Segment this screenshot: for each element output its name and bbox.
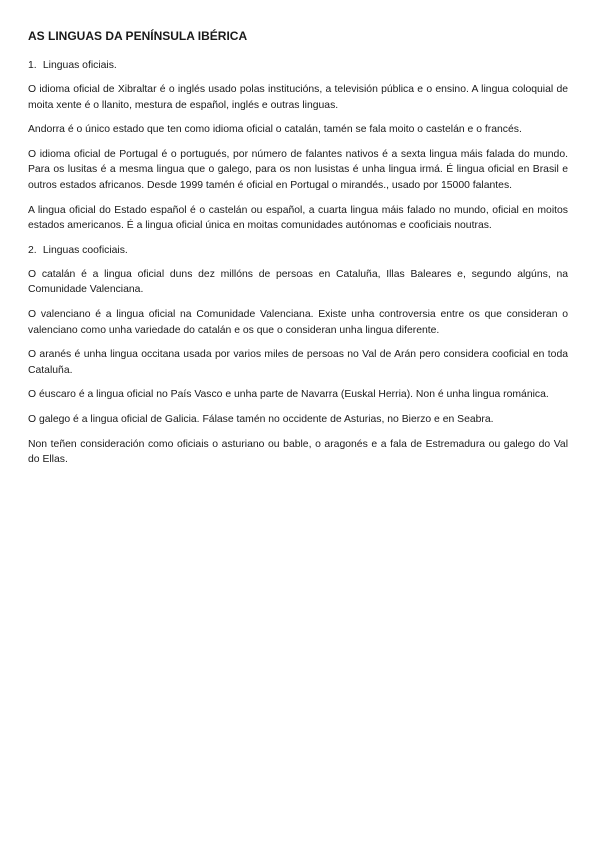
paragraph-andorra: Andorra é o único estado que ten como idioma oficial o catalán, tamén se fala moito o castelán e o francés. (28, 124, 522, 136)
paragraph-non-official: Non teñen consideración como oficiais o asturiano ou bable, o aragonés e a fala de Estremadura ou galego do Val do Ellas. (28, 438, 568, 466)
paragraph-spain: A lingua oficial do Estado español é o castelán ou español, a cuarta lingua máis falado no mundo, oficial en moitos estados americanos. É a lingua oficial única en moitas comunidades autónomas e cooficiais noutras. (28, 204, 568, 232)
section-heading (28, 243, 568, 258)
paragraph-gibraltar: O idioma oficial de Xibraltar é o inglés usado polas institucións, a televisión pública e o ensino. A lingua coloquial de moita xente é o llanito, mestura de español, inglés e outras linguas. (28, 84, 568, 111)
section-heading (28, 58, 568, 73)
section-number: 2. (28, 244, 37, 256)
paragraph-galician: O galego é a lingua oficial de Galicia. Fálase tamén no occidente de Asturias, no Bierzo e en Seabra. (28, 413, 494, 425)
section-heading-text: Linguas cooficiais. (42, 244, 128, 256)
section-co-official-languages (28, 243, 568, 468)
paragraph-valencian: O valenciano é a lingua oficial na Comunidade Valenciana. Existe unha controversia entre os que consideran o valenciano como unha variedade do catalán e os que o consideran unha lingua diferente. (28, 308, 568, 336)
paragraph-portugal: O idioma oficial de Portugal é o portugués, por número de falantes nativos é a sexta lingua máis falada do mundo. Para os lusitas é a mesma lingua que o galego, para os non lusistas é unha lingua irmá. É lingua oficial en Brasil e outros estados africanos. Desde 1999 tamén é oficial en Portugal o mirandés., usado por 15000 falantes. (28, 148, 568, 191)
paragraph-catalan: O catalán é a lingua oficial duns dez millóns de persoas en Cataluña, Illas Baleares e, segundo algúns, na Comunidade Valenciana. (28, 268, 568, 296)
section-official-languages (28, 58, 568, 234)
document-page (28, 28, 568, 477)
section-number: 1. (28, 60, 37, 71)
document-title: AS LINGUAS DA PENÍNSULA IBÉRICA (28, 29, 248, 43)
paragraph-basque: O éuscaro é a lingua oficial no País Vasco e unha parte de Navarra (Euskal Herria). Non é unha lingua románica. (28, 389, 549, 401)
paragraph-aranese: O aranés é unha lingua occitana usada por varios miles de persoas no Val de Arán pero considera cooficial en toda Cataluña. (28, 349, 568, 376)
section-heading-text: Linguas oficiais. (42, 60, 117, 71)
